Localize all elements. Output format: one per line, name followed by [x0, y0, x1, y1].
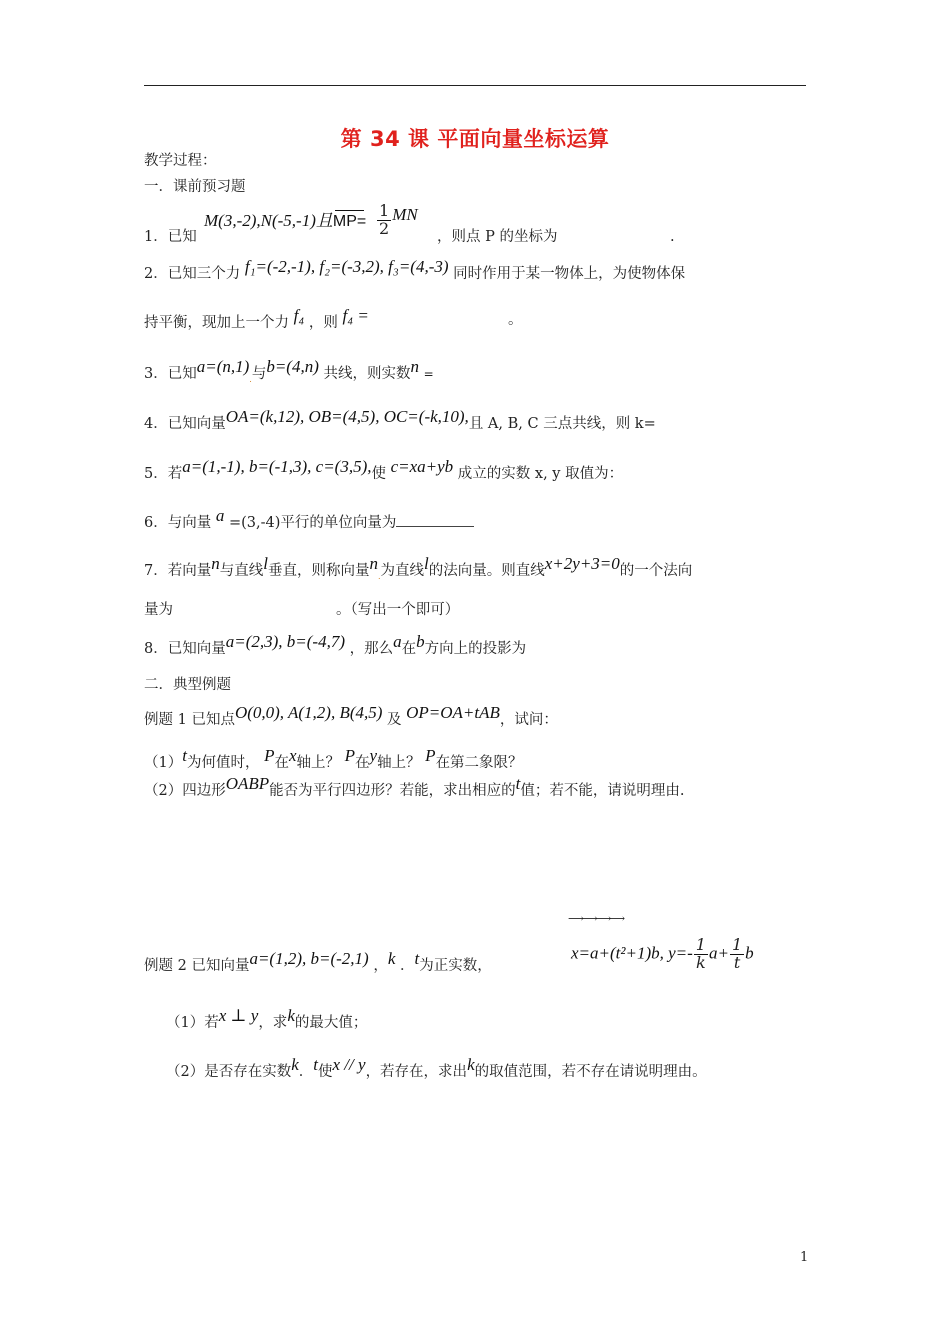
ex1-part1: （1）t为何值时， P在x轴上？ P在y轴上？ P在第二象限？ — [144, 746, 523, 771]
ex2-statement: 例题 2 已知向量a=(1,2), b=(-2,1) ，k ．t为正实数， — [144, 949, 492, 974]
ex1-part2: （2）四边形OABP能否为平行四边形？若能，求出相应的t值；若不能，请说明理由. — [144, 774, 685, 799]
q1-text: 1．已知 — [144, 229, 197, 245]
ex2-vector-arrows: ⟶⟶⟶⟶ — [568, 912, 624, 925]
q1-suffix: ，则点 P 的坐标为 — [437, 229, 558, 245]
q8-text: 8．已知向量a=(2,3), b=(-4,7) ，那么a在b方向上的投影为 — [144, 632, 527, 657]
q4-text: 4．已知向量OA=(k,12), OB=(4,5), OC=(-k,10),且 A, B, C 三点共线，则 k= — [144, 407, 656, 432]
section-heading-preview: 一．课前预习题 — [144, 179, 246, 195]
q6-text: 6．与向量 a =(3,-4)平行的单位向量为 — [144, 513, 474, 531]
ex1-statement: 例题 1 已知点O(0,0), A(1,2), B(4,5) 及 OP=OA+tAB，试问： — [144, 703, 558, 728]
q7-line2-end: 。（写出一个即可） — [336, 602, 460, 618]
q6-answer-blank — [396, 515, 474, 527]
q1-end: . — [670, 229, 675, 245]
page-title: 第 34 课 平面向量坐标运算 — [340, 127, 610, 151]
intro-label: 教学过程： — [144, 153, 217, 169]
q5-text: 5．若a=(1,-1), b=(-1,3), c=(3,5),使 c=xa+yb 成立的实数 x, y 取值为： — [144, 457, 624, 482]
section-heading-examples: 二．典型例题 — [144, 677, 231, 693]
q2-line2: 持平衡，现加上一个力 f₄ ，则 f₄ = — [144, 306, 369, 331]
q1-fraction: $\frac{1}{2}$ MN — [379, 201, 418, 238]
ex2-xy-definition: x=a+(t²+1)b, y=- $\frac{1}{k}$ a+ $\frac{1}{t}$ b — [571, 935, 754, 972]
header-rule — [144, 85, 806, 86]
ex2-part1: （1）若x ⊥ y，求k的最大值； — [166, 1006, 368, 1031]
q2-line1: 2．已知三个力 f₁=(-2,-1), f₂=(-3,2), f₃=(4,-3) 同时作用于某一物体上，为使物体保 — [144, 257, 686, 282]
q2-end: 。 — [508, 312, 523, 328]
page-number: 1 — [800, 1250, 809, 1265]
q1-math-points: M(3,-2),N(-5,-1)且MP= — [204, 211, 367, 230]
q7-line1: 7．若向量n与直线l垂直，则称向量$n_.$为直线l的法向量。则直线x+2y+3=0的一个法向 — [144, 554, 693, 581]
q3-text: 3．已知$a=(n,1)_.$与b=(4,n) 共线，则实数n = — [144, 357, 434, 384]
q7-line2: 量为 — [144, 602, 173, 618]
ex2-part2: （2）是否存在实数k．t使x // y，若存在，求出k的取值范围，若不存在请说明理由。 — [166, 1055, 707, 1080]
